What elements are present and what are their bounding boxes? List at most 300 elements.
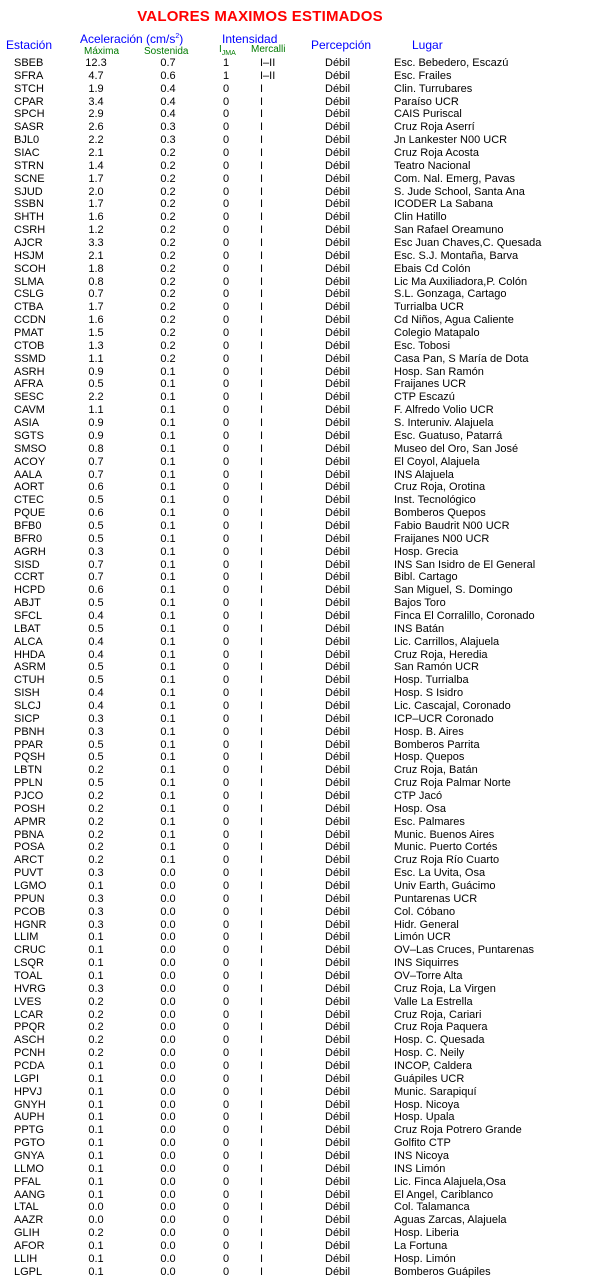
station-code: GLIH <box>14 1227 40 1240</box>
station-code: ASCH <box>14 1034 45 1047</box>
intensity-jma: 0 <box>222 185 230 198</box>
max-acceleration: 0.4 <box>88 699 104 712</box>
intensity-mercalli: I <box>260 1188 264 1201</box>
max-acceleration: 2.6 <box>88 121 104 134</box>
max-acceleration: 0.5 <box>88 622 104 635</box>
location: INS San Isidro de El General <box>394 558 536 571</box>
location: OV–Torre Alta <box>394 970 463 983</box>
perception: Débil <box>325 121 351 134</box>
intensity-mercalli: I <box>260 147 264 160</box>
intensity-mercalli: I <box>260 1227 264 1240</box>
intensity-mercalli: I <box>260 995 264 1008</box>
intensity-mercalli: I <box>260 95 264 108</box>
max-acceleration: 0.2 <box>88 815 104 828</box>
perception: Débil <box>325 211 351 224</box>
station-code: APMR <box>14 815 46 828</box>
station-code: SLMA <box>14 275 44 288</box>
intensity-jma: 0 <box>222 249 230 262</box>
intensity-mercalli: I <box>260 378 264 391</box>
sustained-acceleration: 0.1 <box>160 802 176 815</box>
location: Aguas Zarcas, Alajuela <box>394 1214 507 1227</box>
sustained-acceleration: 0.0 <box>160 1162 176 1175</box>
intensity-jma: 0 <box>222 841 230 854</box>
perception: Débil <box>325 545 351 558</box>
location: Hosp. Grecia <box>394 545 459 558</box>
perception: Débil <box>325 1085 351 1098</box>
max-acceleration: 0.3 <box>88 725 104 738</box>
perception: Débil <box>325 1150 351 1163</box>
max-acceleration: 2.2 <box>88 134 104 147</box>
sustained-acceleration: 0.2 <box>160 172 176 185</box>
location: Hosp. Upala <box>394 1111 455 1124</box>
perception: Débil <box>325 1060 351 1073</box>
intensity-mercalli: I <box>260 1060 264 1073</box>
sustained-acceleration: 0.0 <box>160 931 176 944</box>
perception: Débil <box>325 1008 351 1021</box>
table-row <box>0 546 590 559</box>
max-acceleration: 3.4 <box>88 95 104 108</box>
intensity-mercalli: I <box>260 1111 264 1124</box>
table-row <box>0 237 590 250</box>
station-code: AUPH <box>14 1111 45 1124</box>
location: San Miguel, S. Domingo <box>394 584 513 597</box>
perception: Débil <box>325 519 351 532</box>
location: Golfito CTP <box>394 1137 451 1150</box>
station-code: SHTH <box>14 211 44 224</box>
intensity-mercalli: I <box>260 365 264 378</box>
intensity-mercalli: I <box>260 82 264 95</box>
intensity-jma: 0 <box>222 365 230 378</box>
location: Cruz Roja Potrero Grande <box>394 1124 522 1137</box>
sustained-acceleration: 0.0 <box>160 995 176 1008</box>
max-acceleration: 1.2 <box>88 224 104 237</box>
max-acceleration: 0.2 <box>88 1034 104 1047</box>
table-row <box>0 314 590 327</box>
intensity-mercalli: I <box>260 918 264 931</box>
max-acceleration: 0.3 <box>88 867 104 880</box>
perception: Débil <box>325 134 351 147</box>
header-ijma-text: I <box>219 44 222 55</box>
location: Limón UCR <box>394 931 451 944</box>
intensity-mercalli: I <box>260 584 264 597</box>
sustained-acceleration: 0.1 <box>160 545 176 558</box>
intensity-jma: 0 <box>222 108 230 121</box>
station-code: PMAT <box>14 327 44 340</box>
intensity-mercalli: I <box>260 352 264 365</box>
sustained-acceleration: 0.0 <box>160 867 176 880</box>
location: Esc. Palmares <box>394 815 465 828</box>
intensity-mercalli: I <box>260 661 264 674</box>
perception: Débil <box>325 1098 351 1111</box>
location: El Angel, Cariblanco <box>394 1188 494 1201</box>
intensity-mercalli: I <box>260 288 264 301</box>
sustained-acceleration: 0.4 <box>160 95 176 108</box>
intensity-mercalli: I <box>260 841 264 854</box>
max-acceleration: 2.9 <box>88 108 104 121</box>
intensity-mercalli: I <box>260 185 264 198</box>
location: Hosp. Turrialba <box>394 674 469 687</box>
intensity-mercalli: I <box>260 712 264 725</box>
intensity-jma: 0 <box>222 854 230 867</box>
max-acceleration: 0.2 <box>88 1047 104 1060</box>
perception: Débil <box>325 198 351 211</box>
intensity-jma: 0 <box>222 1214 230 1227</box>
station-code: PQUE <box>14 507 46 520</box>
max-acceleration: 0.2 <box>88 854 104 867</box>
intensity-mercalli: I <box>260 159 264 172</box>
perception: Débil <box>325 854 351 867</box>
location: Hosp. Limón <box>394 1252 456 1265</box>
location: Com. Nal. Emerg, Pavas <box>394 172 516 185</box>
table-row <box>0 661 590 674</box>
sustained-acceleration: 0.1 <box>160 429 176 442</box>
sustained-acceleration: 0.0 <box>160 1111 176 1124</box>
max-acceleration: 0.1 <box>88 957 104 970</box>
sustained-acceleration: 0.2 <box>160 237 176 250</box>
intensity-jma: 0 <box>222 1188 230 1201</box>
table-row <box>0 121 590 134</box>
table-row <box>0 610 590 623</box>
max-acceleration: 0.1 <box>88 1150 104 1163</box>
intensity-jma: 0 <box>222 507 230 520</box>
station-code: LCAR <box>14 1008 44 1021</box>
intensity-jma: 0 <box>222 301 230 314</box>
sustained-acceleration: 0.3 <box>160 134 176 147</box>
max-acceleration: 0.5 <box>88 661 104 674</box>
max-acceleration: 0.4 <box>88 687 104 700</box>
station-code: POSH <box>14 802 46 815</box>
intensity-mercalli: I <box>260 494 264 507</box>
sustained-acceleration: 0.2 <box>160 339 176 352</box>
sustained-acceleration: 0.2 <box>160 224 176 237</box>
location: ICODER La Sabana <box>394 198 494 211</box>
table-row <box>0 57 590 70</box>
location: San Rafael Oreamuno <box>394 224 504 237</box>
sustained-acceleration: 0.0 <box>160 1047 176 1060</box>
intensity-jma: 0 <box>222 224 230 237</box>
station-code: GNYA <box>14 1150 45 1163</box>
station-code: AFOR <box>14 1240 45 1253</box>
location: Hosp. Liberia <box>394 1227 459 1240</box>
intensity-mercalli: I <box>260 635 264 648</box>
intensity-jma: 0 <box>222 1240 230 1253</box>
table-row <box>0 1227 590 1240</box>
intensity-jma: 0 <box>222 931 230 944</box>
intensity-jma: 0 <box>222 352 230 365</box>
max-acceleration: 0.1 <box>88 944 104 957</box>
station-code: CRUC <box>14 944 46 957</box>
perception: Débil <box>325 237 351 250</box>
location: Clin Hatillo <box>394 211 447 224</box>
sustained-acceleration: 0.0 <box>160 1252 176 1265</box>
sustained-acceleration: 0.0 <box>160 982 176 995</box>
station-code: SFRA <box>14 69 44 82</box>
sustained-acceleration: 0.1 <box>160 635 176 648</box>
max-acceleration: 0.5 <box>88 738 104 751</box>
perception: Débil <box>325 339 351 352</box>
location: Cruz Roja, Batán <box>394 764 478 777</box>
station-code: AAZR <box>14 1214 44 1227</box>
perception: Débil <box>325 674 351 687</box>
header-aceleracion-exp: 2 <box>175 33 180 40</box>
perception: Débil <box>325 802 351 815</box>
max-acceleration: 0.1 <box>88 1265 104 1278</box>
intensity-jma: 0 <box>222 815 230 828</box>
perception: Débil <box>325 725 351 738</box>
table-row <box>0 417 590 430</box>
intensity-jma: 0 <box>222 519 230 532</box>
intensity-mercalli: I <box>260 931 264 944</box>
intensity-jma: 0 <box>222 995 230 1008</box>
intensity-jma: 0 <box>222 1008 230 1021</box>
table-row <box>0 276 590 289</box>
intensity-mercalli: I <box>260 327 264 340</box>
location: Esc Juan Chaves,C. Quesada <box>394 237 542 250</box>
station-code: PCDA <box>14 1060 45 1073</box>
station-code: HCPD <box>14 584 46 597</box>
station-code: CAVM <box>14 404 45 417</box>
sustained-acceleration: 0.0 <box>160 1150 176 1163</box>
header-mercalli: Mercalli <box>251 44 286 55</box>
location: INS Batán <box>394 622 445 635</box>
intensity-jma: 0 <box>222 712 230 725</box>
perception: Débil <box>325 455 351 468</box>
location: San Ramón UCR <box>394 661 479 674</box>
perception: Débil <box>325 532 351 545</box>
sustained-acceleration: 0.0 <box>160 905 176 918</box>
location: Cruz Roja Río Cuarto <box>394 854 500 867</box>
intensity-mercalli: I <box>260 121 264 134</box>
perception: Débil <box>325 1072 351 1085</box>
table-row <box>0 1099 590 1112</box>
intensity-mercalli: I <box>260 1201 264 1214</box>
max-acceleration: 0.1 <box>88 1124 104 1137</box>
sustained-acceleration: 0.1 <box>160 417 176 430</box>
intensity-mercalli: I <box>260 339 264 352</box>
location: Bomberos Parrita <box>394 738 480 751</box>
location: Clin. Turrubares <box>394 82 473 95</box>
perception: Débil <box>325 108 351 121</box>
table-row <box>0 1047 590 1060</box>
perception: Débil <box>325 1240 351 1253</box>
location: Munic. Sarapiquí <box>394 1085 477 1098</box>
station-code: LVES <box>14 995 42 1008</box>
station-code: LSQR <box>14 957 44 970</box>
station-code: LLIH <box>14 1252 38 1265</box>
table-row <box>0 700 590 713</box>
intensity-mercalli: I <box>260 468 264 481</box>
station-code: SPCH <box>14 108 45 121</box>
table-row <box>0 841 590 854</box>
max-acceleration: 1.9 <box>88 82 104 95</box>
intensity-jma: 1 <box>222 69 230 82</box>
location: INS Alajuela <box>394 468 454 481</box>
sustained-acceleration: 0.1 <box>160 777 176 790</box>
station-code: PCNH <box>14 1047 46 1060</box>
intensity-jma: 0 <box>222 982 230 995</box>
perception: Débil <box>325 1124 351 1137</box>
table-row <box>0 288 590 301</box>
location: Turrialba UCR <box>394 301 464 314</box>
sustained-acceleration: 0.2 <box>160 159 176 172</box>
intensity-jma: 0 <box>222 391 230 404</box>
station-code: CTUH <box>14 674 45 687</box>
sustained-acceleration: 0.2 <box>160 211 176 224</box>
perception: Débil <box>325 905 351 918</box>
table-row <box>0 327 590 340</box>
intensity-mercalli: I <box>260 1150 264 1163</box>
location: Cruz Roja, Cariari <box>394 1008 482 1021</box>
intensity-jma: 0 <box>222 172 230 185</box>
intensity-mercalli: I <box>260 764 264 777</box>
table-row <box>0 430 590 443</box>
station-code: HVRG <box>14 982 46 995</box>
intensity-mercalli: I <box>260 674 264 687</box>
sustained-acceleration: 0.0 <box>160 1008 176 1021</box>
location: Cruz Roja Acosta <box>394 147 479 160</box>
perception: Débil <box>325 867 351 880</box>
header-maxima: Máxima <box>84 46 120 57</box>
station-code: SBEB <box>14 57 44 69</box>
perception: Débil <box>325 661 351 674</box>
sustained-acceleration: 0.0 <box>160 1137 176 1150</box>
sustained-acceleration: 0.1 <box>160 699 176 712</box>
intensity-jma: 0 <box>222 802 230 815</box>
intensity-mercalli: I <box>260 172 264 185</box>
station-code: STRN <box>14 159 44 172</box>
intensity-mercalli: I <box>260 1034 264 1047</box>
perception: Débil <box>325 841 351 854</box>
sustained-acceleration: 0.4 <box>160 82 176 95</box>
sustained-acceleration: 0.1 <box>160 584 176 597</box>
station-code: SIAC <box>14 147 40 160</box>
sustained-acceleration: 0.0 <box>160 918 176 931</box>
sustained-acceleration: 0.1 <box>160 519 176 532</box>
station-code: AFRA <box>14 378 44 391</box>
sustained-acceleration: 0.0 <box>160 1227 176 1240</box>
intensity-jma: 0 <box>222 442 230 455</box>
max-acceleration: 0.5 <box>88 532 104 545</box>
table-row <box>0 1034 590 1047</box>
sustained-acceleration: 0.0 <box>160 970 176 983</box>
table-row <box>0 1021 590 1034</box>
station-code: HPVJ <box>14 1085 43 1098</box>
max-acceleration: 0.5 <box>88 674 104 687</box>
perception: Débil <box>325 918 351 931</box>
intensity-mercalli: I <box>260 224 264 237</box>
location: INS Nicoya <box>394 1150 450 1163</box>
max-acceleration: 0.1 <box>88 931 104 944</box>
station-code: CTOB <box>14 339 45 352</box>
max-acceleration: 0.2 <box>88 1021 104 1034</box>
sustained-acceleration: 0.0 <box>160 880 176 892</box>
perception: Débil <box>325 1188 351 1201</box>
location: Hosp. B. Aires <box>394 725 464 738</box>
intensity-mercalli: I <box>260 622 264 635</box>
perception: Débil <box>325 995 351 1008</box>
station-code: SICP <box>14 712 40 725</box>
perception: Débil <box>325 391 351 404</box>
intensity-mercalli: I <box>260 1175 264 1188</box>
intensity-jma: 0 <box>222 159 230 172</box>
max-acceleration: 3.3 <box>88 237 104 250</box>
max-acceleration: 0.2 <box>88 802 104 815</box>
max-acceleration: 1.7 <box>88 172 104 185</box>
intensity-mercalli: I <box>260 789 264 802</box>
perception: Débil <box>325 1137 351 1150</box>
intensity-jma: 1 <box>222 57 230 69</box>
intensity-jma: 0 <box>222 262 230 275</box>
table-row <box>0 96 590 109</box>
intensity-jma: 0 <box>222 288 230 301</box>
intensity-jma: 0 <box>222 777 230 790</box>
location: Bomberos Quepos <box>394 507 486 520</box>
location: Bajos Toro <box>394 597 446 610</box>
intensity-mercalli: I <box>260 545 264 558</box>
max-acceleration: 4.7 <box>88 69 104 82</box>
intensity-jma: 0 <box>222 867 230 880</box>
location: Finca El Corralillo, Coronado <box>394 609 535 622</box>
table-row <box>0 301 590 314</box>
intensity-jma: 0 <box>222 134 230 147</box>
table-row <box>0 944 590 957</box>
max-acceleration: 1.6 <box>88 314 104 327</box>
perception: Débil <box>325 172 351 185</box>
table-row <box>0 108 590 121</box>
perception: Débil <box>325 1111 351 1124</box>
intensity-mercalli: I <box>260 892 264 905</box>
table-row <box>0 957 590 970</box>
sustained-acceleration: 0.0 <box>160 1265 176 1278</box>
max-acceleration: 2.0 <box>88 185 104 198</box>
intensity-jma: 0 <box>222 571 230 584</box>
table-row <box>0 931 590 944</box>
station-code: ARCT <box>14 854 44 867</box>
perception: Débil <box>325 481 351 494</box>
intensity-jma: 0 <box>222 699 230 712</box>
intensity-mercalli: I <box>260 314 264 327</box>
intensity-jma: 0 <box>222 1252 230 1265</box>
location: Paraíso UCR <box>394 95 459 108</box>
station-code: SASR <box>14 121 44 134</box>
station-code: HGNR <box>14 918 47 931</box>
intensity-jma: 0 <box>222 725 230 738</box>
max-acceleration: 0.2 <box>88 789 104 802</box>
station-code: SMSO <box>14 442 47 455</box>
sustained-acceleration: 0.0 <box>160 1214 176 1227</box>
intensity-mercalli: I <box>260 275 264 288</box>
intensity-mercalli: I <box>260 1008 264 1021</box>
max-acceleration: 0.1 <box>88 1111 104 1124</box>
location: Munic. Puerto Cortés <box>394 841 498 854</box>
sustained-acceleration: 0.1 <box>160 365 176 378</box>
location: Esc. Bebedero, Escazú <box>394 57 509 69</box>
table-row <box>0 70 590 83</box>
max-acceleration: 0.1 <box>88 1162 104 1175</box>
intensity-mercalli: I <box>260 532 264 545</box>
sustained-acceleration: 0.1 <box>160 764 176 777</box>
perception: Débil <box>325 982 351 995</box>
station-code: ABJT <box>14 597 41 610</box>
station-code: SSBN <box>14 198 44 211</box>
intensity-jma: 0 <box>222 918 230 931</box>
perception: Débil <box>325 1021 351 1034</box>
sustained-acceleration: 0.2 <box>160 327 176 340</box>
sustained-acceleration: 0.2 <box>160 198 176 211</box>
table-row <box>0 520 590 533</box>
max-acceleration: 0.2 <box>88 841 104 854</box>
table-row <box>0 726 590 739</box>
